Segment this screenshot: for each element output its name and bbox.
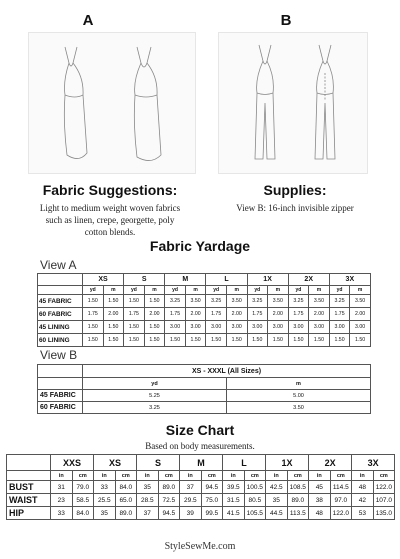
table-cell: 38 bbox=[309, 494, 331, 507]
table-cell: 79.0 bbox=[72, 481, 94, 494]
table-cell: 1.50 bbox=[124, 334, 145, 347]
view-b-letter: B bbox=[280, 12, 292, 29]
table-cell: 1.75 bbox=[83, 308, 104, 321]
table-cell: 37 bbox=[180, 481, 202, 494]
empty-header-cell bbox=[7, 455, 51, 471]
table-cell: 1.50 bbox=[103, 295, 124, 308]
table-cell: 58.5 bbox=[72, 494, 94, 507]
unit-header: m bbox=[103, 286, 124, 295]
table-cell: 1.75 bbox=[124, 308, 145, 321]
table-cell: 1.50 bbox=[103, 321, 124, 334]
unit-header: yd bbox=[83, 286, 104, 295]
unit-header: yd bbox=[329, 286, 350, 295]
table-cell: 107.0 bbox=[373, 494, 395, 507]
table-cell: 41.5 bbox=[223, 507, 245, 520]
unit-header-row bbox=[7, 471, 395, 481]
table-cell: 113.5 bbox=[287, 507, 309, 520]
size-header: 3X bbox=[329, 274, 370, 286]
table-cell: 48 bbox=[309, 507, 331, 520]
unit-header: cm bbox=[244, 471, 266, 481]
table-cell: 35 bbox=[137, 481, 159, 494]
unit-header: yd bbox=[124, 286, 145, 295]
table-cell: 1.75 bbox=[329, 308, 350, 321]
table-cell: 3.00 bbox=[350, 321, 371, 334]
row-label: BUST bbox=[7, 481, 51, 494]
table-row bbox=[38, 334, 371, 347]
table-cell: 3.00 bbox=[288, 321, 309, 334]
fabric-suggestions-line: Light to medium weight woven fabrics bbox=[39, 203, 181, 213]
table-row bbox=[38, 295, 371, 308]
row-label: WAIST bbox=[7, 494, 51, 507]
table-cell: 2.00 bbox=[144, 308, 165, 321]
table-row bbox=[38, 390, 371, 402]
table-cell: 39.5 bbox=[223, 481, 245, 494]
unit-header: cm bbox=[72, 471, 94, 481]
table-cell: 45 bbox=[309, 481, 331, 494]
unit-header: m bbox=[268, 286, 289, 295]
table-cell: 1.75 bbox=[206, 308, 227, 321]
unit-header: yd bbox=[165, 286, 186, 295]
fabric-suggestions-text bbox=[10, 202, 210, 238]
table-cell: 1.50 bbox=[185, 334, 206, 347]
table-cell: 33 bbox=[51, 507, 73, 520]
table-cell: 48 bbox=[352, 481, 374, 494]
table-cell: 1.50 bbox=[309, 334, 330, 347]
table-cell: 1.50 bbox=[83, 321, 104, 334]
view-b-sketch bbox=[218, 32, 368, 174]
size-header: L bbox=[206, 274, 247, 286]
table-row bbox=[38, 308, 371, 321]
unit-header: m bbox=[185, 286, 206, 295]
table-cell: 1.50 bbox=[124, 321, 145, 334]
table-cell: 3.50 bbox=[226, 295, 247, 308]
size-header: 2X bbox=[309, 455, 352, 471]
unit-header: in bbox=[180, 471, 202, 481]
unit-header: yd bbox=[83, 378, 227, 390]
row-label: 60 FABRIC bbox=[38, 308, 83, 321]
unit-header: yd bbox=[288, 286, 309, 295]
unit-header: yd bbox=[206, 286, 227, 295]
fabric-suggestions-line: such as linen, crepe, georgette, poly bbox=[45, 215, 175, 225]
size-header-row bbox=[38, 365, 371, 378]
table-cell: 3.50 bbox=[309, 295, 330, 308]
table-cell: 42.5 bbox=[266, 481, 288, 494]
size-header: M bbox=[165, 274, 206, 286]
table-row bbox=[38, 321, 371, 334]
table-row bbox=[7, 481, 395, 494]
table-cell: 1.50 bbox=[247, 334, 268, 347]
table-cell: 5.25 bbox=[83, 390, 227, 402]
view-a-sketch bbox=[28, 32, 196, 174]
unit-header: yd bbox=[247, 286, 268, 295]
table-cell: 3.00 bbox=[165, 321, 186, 334]
table-cell: 1.75 bbox=[165, 308, 186, 321]
table-cell: 2.00 bbox=[226, 308, 247, 321]
table-cell: 1.75 bbox=[288, 308, 309, 321]
row-label: 60 FABRIC bbox=[38, 402, 83, 414]
table-row bbox=[7, 507, 395, 520]
fabric-yardage-title: Fabric Yardage bbox=[149, 238, 251, 254]
empty-header-cell bbox=[38, 365, 83, 378]
table-cell: 94.5 bbox=[201, 481, 223, 494]
table-row bbox=[38, 402, 371, 414]
unit-header: m bbox=[309, 286, 330, 295]
table-cell: 28.5 bbox=[137, 494, 159, 507]
size-header: XXS bbox=[51, 455, 94, 471]
row-label: 45 FABRIC bbox=[38, 295, 83, 308]
table-cell: 89.0 bbox=[115, 507, 137, 520]
unit-header: in bbox=[137, 471, 159, 481]
table-cell: 100.5 bbox=[244, 481, 266, 494]
table-cell: 3.00 bbox=[226, 321, 247, 334]
unit-header: in bbox=[309, 471, 331, 481]
table-cell: 23 bbox=[51, 494, 73, 507]
size-chart-table bbox=[6, 454, 395, 520]
size-header: XS bbox=[94, 455, 137, 471]
table-cell: 1.50 bbox=[144, 295, 165, 308]
table-cell: 75.0 bbox=[201, 494, 223, 507]
table-cell: 53 bbox=[352, 507, 374, 520]
table-cell: 3.25 bbox=[165, 295, 186, 308]
table-cell: 35 bbox=[266, 494, 288, 507]
table-cell: 105.5 bbox=[244, 507, 266, 520]
table-cell: 3.50 bbox=[185, 295, 206, 308]
table-cell: 33 bbox=[94, 481, 116, 494]
table-cell: 1.50 bbox=[226, 334, 247, 347]
table-cell: 3.25 bbox=[247, 295, 268, 308]
size-header: S bbox=[124, 274, 165, 286]
row-label: HIP bbox=[7, 507, 51, 520]
table-cell: 3.00 bbox=[247, 321, 268, 334]
table-cell: 108.5 bbox=[287, 481, 309, 494]
table-cell: 1.50 bbox=[124, 295, 145, 308]
jumpsuit-sketch-icon bbox=[219, 33, 369, 175]
unit-header: cm bbox=[115, 471, 137, 481]
empty-header-cell bbox=[38, 378, 83, 390]
table-cell: 39 bbox=[180, 507, 202, 520]
table-cell: 3.25 bbox=[206, 295, 227, 308]
unit-header: m bbox=[144, 286, 165, 295]
dress-sketch-icon bbox=[29, 33, 197, 175]
table-cell: 1.50 bbox=[144, 334, 165, 347]
table-cell: 2.00 bbox=[103, 308, 124, 321]
unit-header: cm bbox=[287, 471, 309, 481]
table-cell: 84.0 bbox=[72, 507, 94, 520]
table-cell: 2.00 bbox=[185, 308, 206, 321]
size-header: 1X bbox=[247, 274, 288, 286]
table-cell: 1.50 bbox=[144, 321, 165, 334]
view-a-label: View A bbox=[40, 258, 77, 272]
size-header: M bbox=[180, 455, 223, 471]
table-cell: 1.50 bbox=[350, 334, 371, 347]
unit-header: in bbox=[94, 471, 116, 481]
unit-header: in bbox=[51, 471, 73, 481]
unit-header-row bbox=[38, 286, 371, 295]
unit-header: cm bbox=[330, 471, 352, 481]
table-cell: 1.50 bbox=[103, 334, 124, 347]
table-cell: 114.5 bbox=[330, 481, 352, 494]
unit-header: m bbox=[227, 378, 371, 390]
table-cell: 122.0 bbox=[373, 481, 395, 494]
view-b-label: View B bbox=[40, 348, 78, 362]
row-label: 45 LINING bbox=[38, 321, 83, 334]
table-cell: 25.5 bbox=[94, 494, 116, 507]
table-cell: 3.50 bbox=[268, 295, 289, 308]
view-a-yardage-table bbox=[37, 273, 371, 347]
table-cell: 44.5 bbox=[266, 507, 288, 520]
table-cell: 3.25 bbox=[288, 295, 309, 308]
table-cell: 31.5 bbox=[223, 494, 245, 507]
table-cell: 3.00 bbox=[309, 321, 330, 334]
table-cell: 31 bbox=[51, 481, 73, 494]
fabric-suggestions-title: Fabric Suggestions: bbox=[42, 182, 178, 198]
table-cell: 3.00 bbox=[268, 321, 289, 334]
unit-header: in bbox=[223, 471, 245, 481]
table-cell: 3.50 bbox=[350, 295, 371, 308]
table-cell: 1.50 bbox=[165, 334, 186, 347]
size-chart-subtitle: Based on body measurements. bbox=[145, 441, 255, 451]
unit-header: cm bbox=[201, 471, 223, 481]
table-cell: 37 bbox=[137, 507, 159, 520]
supplies-text: View B: 16-inch invisible zipper bbox=[236, 203, 354, 213]
view-a-letter: A bbox=[82, 12, 94, 29]
table-cell: 65.0 bbox=[115, 494, 137, 507]
unit-header: m bbox=[350, 286, 371, 295]
table-cell: 1.50 bbox=[206, 334, 227, 347]
table-cell: 3.00 bbox=[206, 321, 227, 334]
table-cell: 3.25 bbox=[329, 295, 350, 308]
table-cell: 2.00 bbox=[309, 308, 330, 321]
table-cell: 2.00 bbox=[268, 308, 289, 321]
all-sizes-header: XS - XXXL (All Sizes) bbox=[83, 365, 371, 378]
table-cell: 1.50 bbox=[329, 334, 350, 347]
row-label: 45 FABRIC bbox=[38, 390, 83, 402]
empty-header-cell bbox=[38, 286, 83, 295]
empty-header-cell bbox=[7, 471, 51, 481]
size-chart-title: Size Chart bbox=[165, 422, 235, 438]
supplies-title: Supplies: bbox=[263, 182, 327, 198]
table-cell: 2.00 bbox=[350, 308, 371, 321]
unit-header: in bbox=[266, 471, 288, 481]
size-header: 2X bbox=[288, 274, 329, 286]
view-b-yardage-table bbox=[37, 364, 371, 414]
table-cell: 1.50 bbox=[83, 334, 104, 347]
unit-header: in bbox=[352, 471, 374, 481]
table-row bbox=[7, 494, 395, 507]
table-cell: 99.5 bbox=[201, 507, 223, 520]
table-cell: 89.0 bbox=[287, 494, 309, 507]
table-cell: 3.50 bbox=[227, 402, 371, 414]
size-header: L bbox=[223, 455, 266, 471]
size-header: S bbox=[137, 455, 180, 471]
table-cell: 84.0 bbox=[115, 481, 137, 494]
table-cell: 1.75 bbox=[247, 308, 268, 321]
table-cell: 122.0 bbox=[330, 507, 352, 520]
table-cell: 72.5 bbox=[158, 494, 180, 507]
empty-header-cell bbox=[38, 274, 83, 286]
table-cell: 35 bbox=[94, 507, 116, 520]
row-label: 60 LINING bbox=[38, 334, 83, 347]
table-cell: 1.50 bbox=[288, 334, 309, 347]
table-cell: 94.5 bbox=[158, 507, 180, 520]
unit-header: m bbox=[226, 286, 247, 295]
unit-header: cm bbox=[373, 471, 395, 481]
table-cell: 5.00 bbox=[227, 390, 371, 402]
table-cell: 3.00 bbox=[329, 321, 350, 334]
fabric-suggestions-line: cotton blends. bbox=[84, 227, 136, 237]
table-cell: 80.5 bbox=[244, 494, 266, 507]
table-cell: 3.00 bbox=[185, 321, 206, 334]
table-cell: 135.0 bbox=[373, 507, 395, 520]
table-cell: 97.0 bbox=[330, 494, 352, 507]
site-footer: StyleSewMe.com bbox=[164, 541, 236, 552]
size-header-row bbox=[38, 274, 371, 286]
table-cell: 1.50 bbox=[83, 295, 104, 308]
unit-header: cm bbox=[158, 471, 180, 481]
size-header: 3X bbox=[352, 455, 395, 471]
size-header-row bbox=[7, 455, 395, 471]
table-cell: 29.5 bbox=[180, 494, 202, 507]
size-header: 1X bbox=[266, 455, 309, 471]
table-cell: 42 bbox=[352, 494, 374, 507]
size-header: XS bbox=[83, 274, 124, 286]
unit-header-row bbox=[38, 378, 371, 390]
table-cell: 89.0 bbox=[158, 481, 180, 494]
table-cell: 3.25 bbox=[83, 402, 227, 414]
table-cell: 1.50 bbox=[268, 334, 289, 347]
